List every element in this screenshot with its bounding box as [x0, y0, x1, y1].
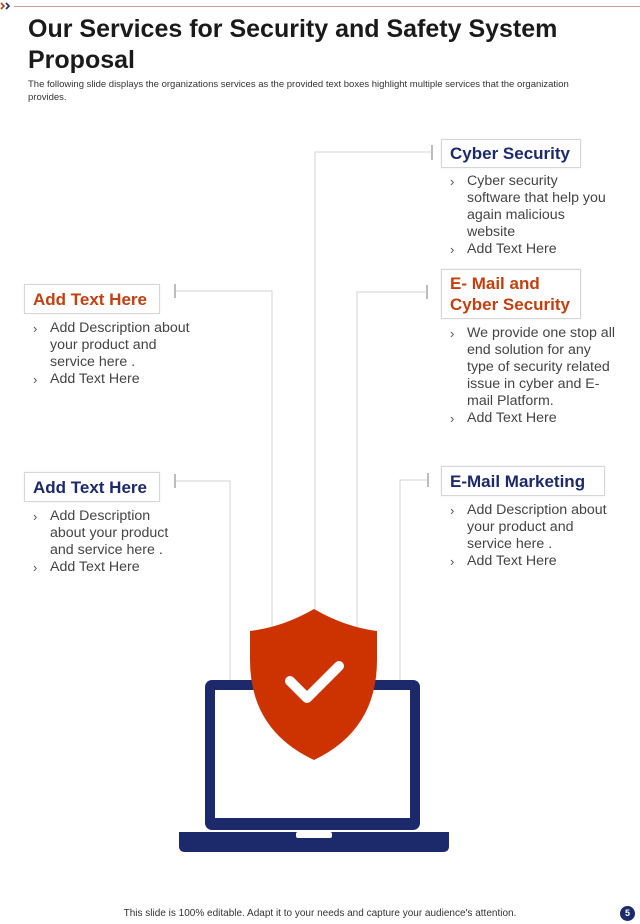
list-item: › Add Text Here [450, 241, 557, 257]
footer-note: This slide is 100% editable. Adapt it to your needs and capture your audience's attention. [123, 908, 517, 919]
list-item: › Add Text Here [450, 553, 557, 569]
chevron-right-icon: › [33, 509, 38, 524]
chevron-right-icon: › [450, 174, 455, 189]
chevron-right-icon: › [450, 411, 455, 426]
chevron-right-icon: › [450, 242, 455, 257]
list-item: › Cyber security software that help you again malicious website [450, 173, 606, 240]
list-item: › Add Text Here [33, 559, 140, 575]
chevron-right-icon: › [450, 503, 455, 518]
service-heading-left-1: Add Text Here [24, 284, 160, 314]
list-item: › Add Description about your product and service here . [33, 508, 169, 558]
list-item: › We provide one stop all end solution for any type of security related issue in cyber and E- mail Platform. [450, 325, 616, 409]
service-heading-right-2: E- Mail and Cyber Security [441, 269, 581, 319]
list-item: › Add Description about your product and service here . [450, 502, 607, 552]
list-item: › Add Text Here [450, 410, 557, 426]
service-heading-left-2: Add Text Here [24, 472, 160, 502]
chevron-right-icon: › [33, 560, 38, 575]
page-subtitle: The following slide displays the organizations services as the provided text boxes highlight multiple services that the organization provides. [28, 79, 569, 103]
service-heading-right-3: E-Mail Marketing [441, 466, 605, 496]
list-item: › Add Text Here [33, 371, 140, 387]
list-item: › Add Description about your product and service here . [33, 320, 190, 370]
chevron-right-icon: › [33, 372, 38, 387]
page-number-badge: 5 [620, 906, 635, 921]
service-heading-right-1: Cyber Security [441, 139, 581, 168]
chevron-right-icon: › [33, 321, 38, 336]
page-title: Our Services for Security and Safety System Proposal [28, 15, 558, 74]
chevron-right-icon: › [450, 554, 455, 569]
chevron-right-icon: › [450, 326, 455, 341]
